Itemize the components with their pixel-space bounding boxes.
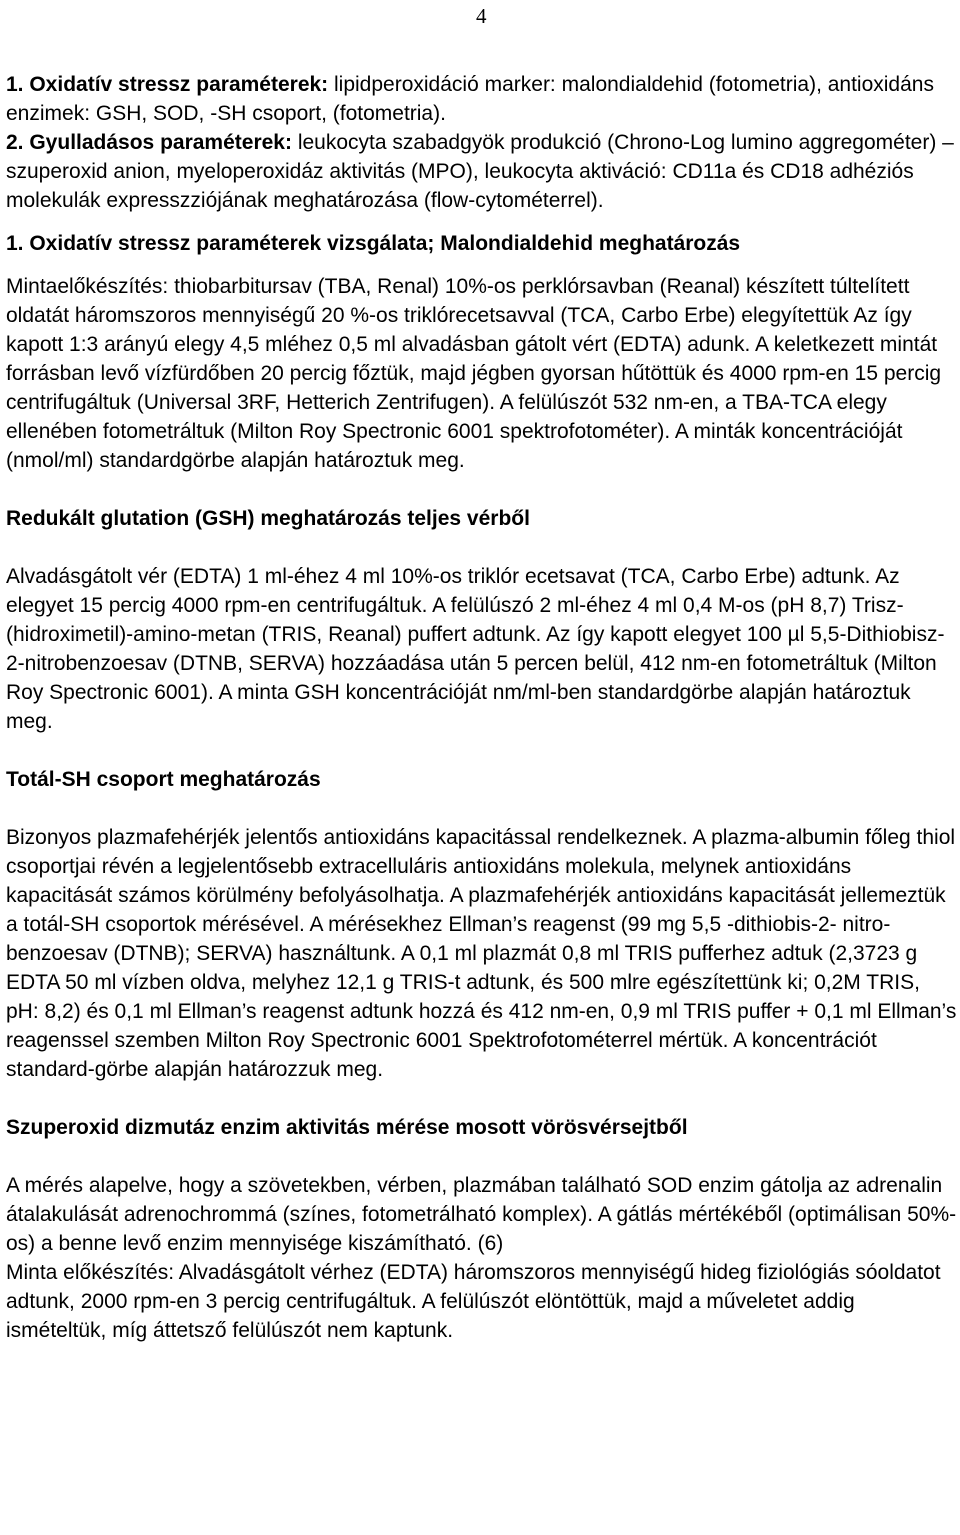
intro-item-1 bbox=[6, 70, 958, 128]
intro-item-2-text: leukocyta szabadgyök produkció (Chrono-Log lumino aggregométer) – szuperoxid anion, myeloperoxidáz aktivitás (MPO), leukocyta aktiváció: CD11a és CD18 adhéziós molekulák expresszziójának meghatározása (flow-cytométerrel). bbox=[6, 131, 954, 212]
section-heading: 1. Oxidatív stressz paraméterek vizsgálata; Malondialdehid meghatározás bbox=[6, 232, 741, 255]
intro-item-2 bbox=[6, 128, 958, 215]
section-heading: Totál-SH csoport meghatározás bbox=[6, 768, 321, 791]
section-paragraph: Mintaelőkészítés: thiobarbitursav (TBA, Renal) 10%-os perklórsavban (Reanal) készített túltelített oldatát háromszoros mennyiségű 20 %-os triklórecetsavval (TCA, Carbo Erbe) elegyítettük Az így kapott 1:3 arányú elegy 4,5 mléhez 0,5 ml alvadásban gátolt vért (EDTA) adunk. A keletkezett mintát forrásban levő vízfürdőben 20 percig főztük, majd jégben gyorsan hűtöttük és 4000 rpm-en 15 percig centrifugáltuk (Universal 3RF, Hetterich Zentrifugen). A felülúszót 532 nm-en, a TBA-TCA elegy ellenében fotometráltuk (Milton Roy Spectronic 6001 spektrofotométer). A minták koncentrációját (nmol/ml) standardgörbe alapján határoztuk meg. bbox=[6, 275, 942, 472]
intro-item-1-heading: 1. Oxidatív stressz paraméterek: bbox=[6, 73, 329, 96]
section-heading: Szuperoxid dizmutáz enzim aktivitás mérése mosott vörösvérsejtből bbox=[6, 1116, 688, 1139]
section-heading: Redukált glutation (GSH) meghatározás teljes vérből bbox=[6, 507, 530, 530]
page-content bbox=[6, 70, 958, 1345]
section-paragraph: Minta előkészítés: Alvadásgátolt vérhez (EDTA) háromszoros mennyiségű hideg fiziológiás sóoldatot adtunk, 2000 rpm-en 3 percig centrifugáltuk. A felülúszót elöntöttük, majd a műveletet addig ismételtük, míg áttetsző felülúszót nem kaptunk. bbox=[6, 1261, 941, 1342]
section-paragraph: A mérés alapelve, hogy a szövetekben, vérben, plazmában található SOD enzim gátolja az adrenalin átalakulását adrenochrommá (színes, fotometrálható komplex). A gátlás mértékéből (optimálisan 50%-os) a benne levő enzim mennyisége kiszámítható. (6) bbox=[6, 1174, 957, 1255]
intro-item-2-heading: 2. Gyulladásos paraméterek: bbox=[6, 131, 292, 154]
page-number: 4 bbox=[476, 4, 487, 28]
intro-item-1-text: lipidperoxidáció marker: malondialdehid (fotometria), antioxidáns enzimek: GSH, SOD, -SH csoport, (fotometria). bbox=[6, 73, 934, 125]
section-paragraph: Bizonyos plazmafehérjék jelentős antioxidáns kapacitással rendelkeznek. A plazma-albumin főleg thiol csoportjai révén a legjelentősebb extracelluláris antioxidáns molekula, melynek antioxidáns kapacitását számos körülmény befolyásolhatja. A plazmafehérjék antioxidáns kapacitását jellemeztük a totál-SH csoportok mérésével. A mérésekhez Ellman’s reagenst (99 mg 5,5 -dithiobis-2- nitro-benzoesav (DTNB); SERVA) használtunk. A 0,1 ml plazmát 0,8 ml TRIS pufferhez adtuk (2,3723 g EDTA 50 ml vízben oldva, melyhez 12,1 g TRIS-t adtunk, és 500 mlre egészítettünk ki; 0,2M TRIS, pH: 8,2) és 0,1 ml Ellman’s reagenst adtunk hozzá és 412 nm-en, 0,9 ml TRIS puffer + 0,1 ml Ellman’s reagenssel szemben Milton Roy Spectronic 6001 Spektrofotométerrel mértük. A koncentrációt standard-görbe alapján határozzuk meg. bbox=[6, 826, 957, 1081]
section-paragraph: Alvadásgátolt vér (EDTA) 1 ml-éhez 4 ml 10%-os triklór ecetsavat (TCA, Carbo Erbe) adtunk. Az elegyet 15 percig 4000 rpm-en centrifugáltuk. A felülúszó 2 ml-éhez 4 ml 0,4 M-os (pH 8,7) Trisz-(hidroximetil)-amino-metan (TRIS, Reanal) puffert adtunk. Az így kapott elegyet 100 µl 5,5-Dithiobisz-2-nitrobenzoesav (DTNB, SERVA) hozzáadása után 5 percen belül, 412 nm-en fotometráltuk (Milton Roy Spectronic 6001). A minta GSH koncentrációját nm/ml-ben standardgörbe alapján határoztuk meg. bbox=[6, 565, 945, 733]
